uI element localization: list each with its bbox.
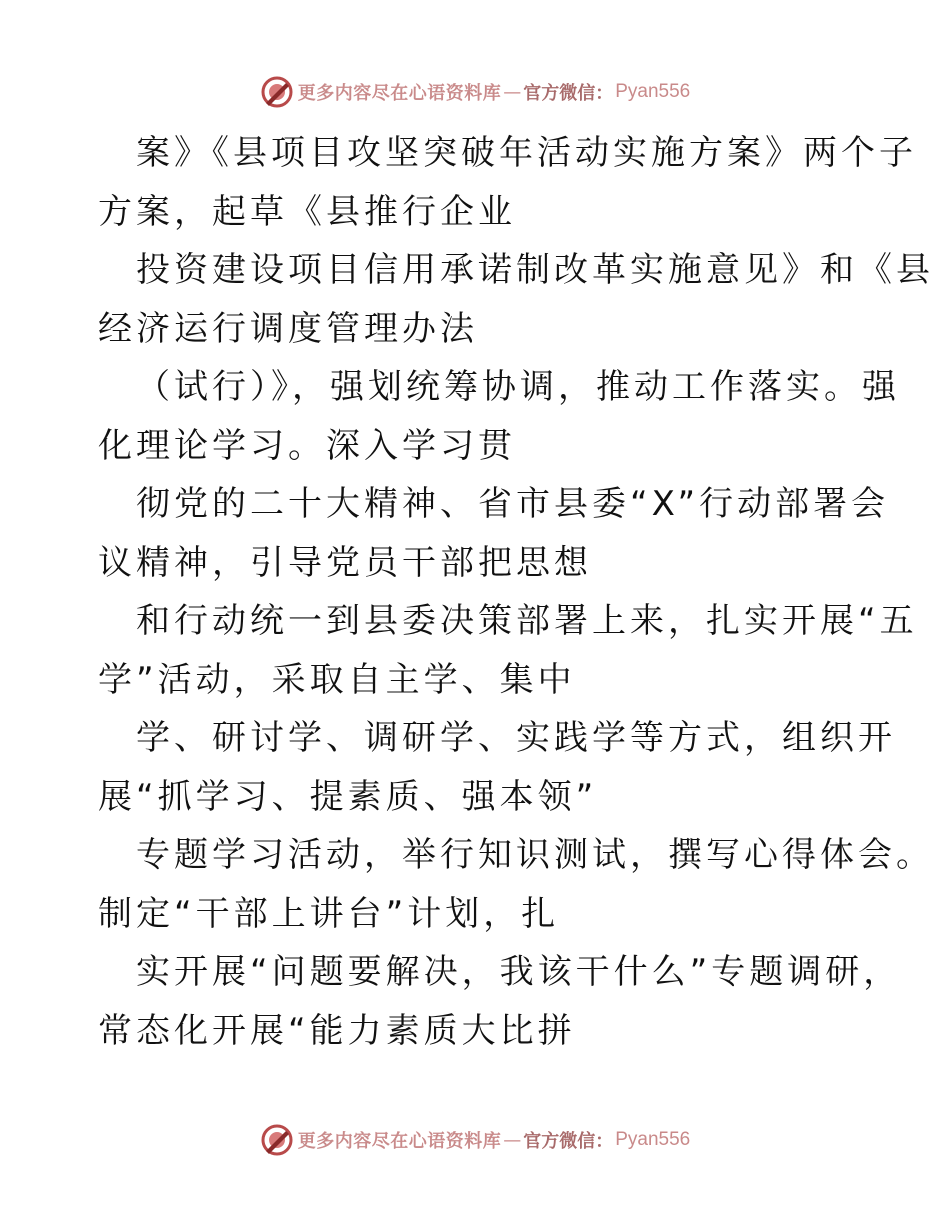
- body-line: 专题学习活动，举行知识测试，撰写心得体会。: [136, 835, 934, 875]
- body-line: 常态化开展“能力素质大比拼: [98, 1010, 576, 1051]
- document-body: [98, 124, 934, 1060]
- body-line: 投资建设项目信用承诺制改革实施意见》和《县: [136, 250, 934, 290]
- body-line: 学、研讨学、调研学、实践学等方式，组织开: [136, 718, 896, 758]
- watermark-dash: —: [503, 1129, 522, 1151]
- watermark-site-text: 更多内容尽在心语资料库: [297, 1131, 502, 1152]
- header-watermark: [0, 72, 950, 112]
- body-line: 案》《县项目攻坚突破年活动实施方案》两个子: [136, 133, 917, 173]
- watermark-wechat-id: Pyan556: [615, 1129, 691, 1150]
- watermark-wechat-label: 官方微信：: [523, 1131, 614, 1152]
- footer-watermark: [0, 1120, 950, 1160]
- watermark-dash: —: [503, 81, 522, 103]
- watermark-wechat-label: 官方微信：: [523, 83, 614, 104]
- body-line: （试行）》，强划统筹协调，推动工作落实。强: [136, 367, 900, 407]
- body-line: 制定“干部上讲台”计划，扎: [98, 893, 560, 934]
- body-line: 展“抓学习、提素质、强本领”: [98, 776, 598, 817]
- body-line: 议精神，引导党员干部把思想: [98, 542, 592, 583]
- watermark-wechat-id: Pyan556: [615, 81, 691, 102]
- pen-seal-logo-icon: [260, 1123, 294, 1157]
- body-line: 实开展“问题要解决，我该干什么”专题调研，: [136, 952, 902, 992]
- body-line: 方案，起草《县推行企业: [98, 191, 516, 232]
- body-line: 经济运行调度管理办法: [98, 308, 478, 349]
- body-line: 彻党的二十大精神、省市县委“X”行动部署会: [136, 484, 890, 524]
- pen-seal-logo-icon: [260, 75, 294, 109]
- watermark-site-text: 更多内容尽在心语资料库: [297, 83, 502, 104]
- body-line: 和行动统一到县委决策部署上来，扎实开展“五: [136, 601, 918, 641]
- body-line: 学”活动，采取自主学、集中: [98, 659, 576, 700]
- body-line: 化理论学习。深入学习贯: [98, 425, 516, 466]
